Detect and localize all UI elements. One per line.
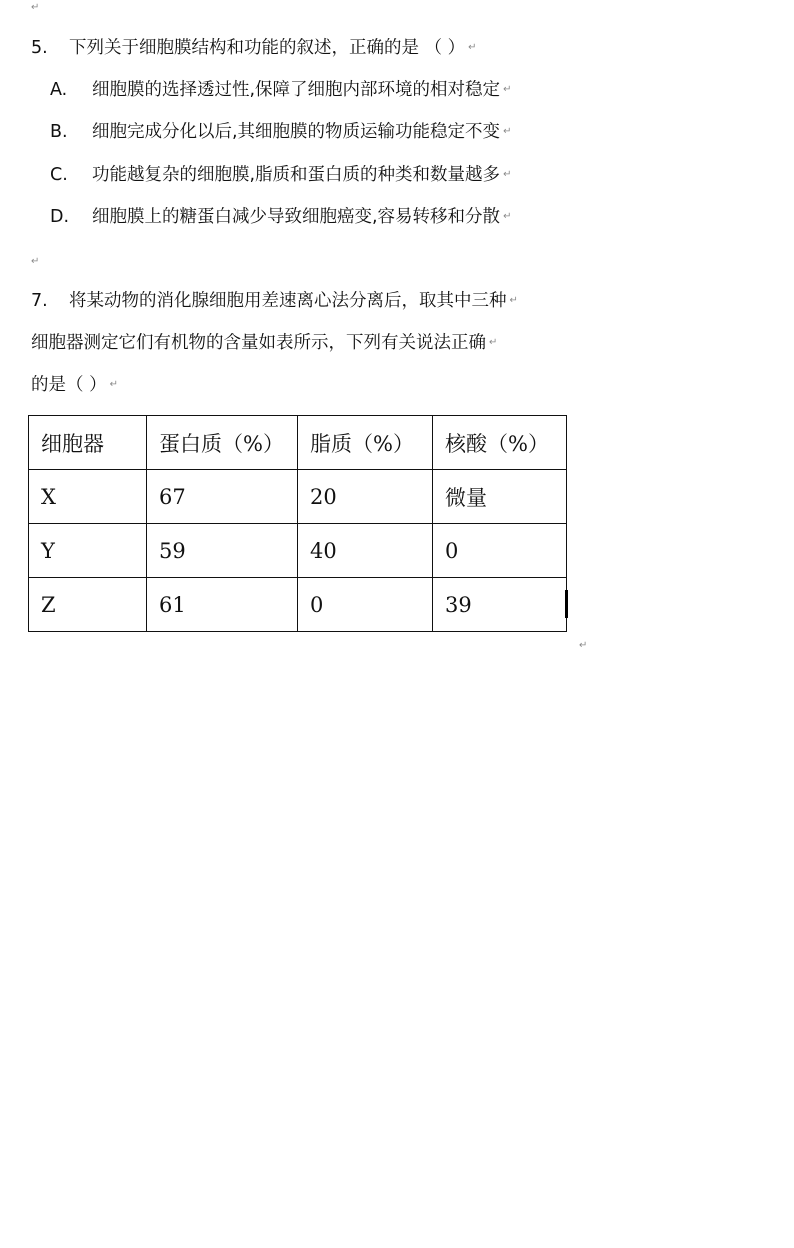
- table-cell: 0: [433, 524, 567, 578]
- paragraph-mark: ↵: [31, 2, 40, 13]
- option-b-label: B.: [50, 122, 68, 142]
- paragraph-mark: ↵: [503, 84, 512, 95]
- question-7-stem-line-2: [31, 331, 497, 355]
- text-cursor: [565, 590, 568, 618]
- paragraph-mark: ↵: [489, 337, 498, 348]
- question-7-stem-line-1: [31, 289, 518, 313]
- paragraph-mark: ↵: [468, 42, 477, 53]
- paragraph-mark: ↵: [31, 256, 40, 267]
- paragraph-mark: ↵: [579, 640, 588, 651]
- table-cell: 0: [298, 578, 433, 632]
- table-header-cell: 细胞器: [29, 416, 147, 470]
- option-c: [50, 163, 511, 187]
- option-c-label: C.: [50, 165, 68, 185]
- table-header-row: [29, 416, 567, 470]
- paragraph-mark: ↵: [503, 169, 512, 180]
- table-cell: 20: [298, 470, 433, 524]
- question-5-stem: 下列关于细胞膜结构和功能的叙述，正确的是 （ ）: [69, 38, 466, 58]
- table-row: [29, 524, 567, 578]
- option-d: [50, 205, 511, 229]
- option-a: [50, 78, 511, 102]
- question-5-number: 5.: [31, 38, 48, 58]
- table-row: [29, 578, 567, 632]
- option-b: [50, 120, 511, 144]
- table-header-cell: 蛋白质（%）: [147, 416, 298, 470]
- organelle-table: [28, 415, 567, 632]
- question-7-stem-text-1: 将某动物的消化腺细胞用差速离心法分离后，取其中三种: [69, 291, 507, 311]
- question-7-stem-text-2: 细胞器测定它们有机物的含量如表所示，下列有关说法正确: [31, 333, 486, 353]
- option-b-text: 细胞完成分化以后,其细胞膜的物质运输功能稳定不变: [92, 122, 501, 142]
- table-cell: Z: [29, 578, 147, 632]
- option-d-text: 细胞膜上的糖蛋白减少导致细胞癌变,容易转移和分散: [92, 207, 501, 227]
- option-a-label: A.: [50, 80, 68, 100]
- question-7-number: 7.: [31, 291, 48, 311]
- paragraph-mark: ↵: [109, 379, 118, 390]
- option-d-label: D.: [50, 207, 70, 227]
- table-cell: X: [29, 470, 147, 524]
- table-cell: 40: [298, 524, 433, 578]
- paragraph-mark: ↵: [503, 126, 512, 137]
- table-cell: 微量: [433, 470, 567, 524]
- option-a-text: 细胞膜的选择透过性,保障了细胞内部环境的相对稳定: [92, 80, 501, 100]
- table-cell: 59: [147, 524, 298, 578]
- table-header-cell: 脂质（%）: [298, 416, 433, 470]
- table-cell: 61: [147, 578, 298, 632]
- table-header-cell: 核酸（%）: [433, 416, 567, 470]
- question-7-stem-text-3: 的是（ ）: [31, 375, 107, 395]
- table-cell: 39: [433, 578, 567, 632]
- table-cell: 67: [147, 470, 298, 524]
- question-5-stem-line: [31, 36, 477, 60]
- paragraph-mark: ↵: [503, 211, 512, 222]
- paragraph-mark: ↵: [509, 295, 518, 306]
- table-cell: Y: [29, 524, 147, 578]
- table-row: [29, 470, 567, 524]
- option-c-text: 功能越复杂的细胞膜,脂质和蛋白质的种类和数量越多: [92, 165, 501, 185]
- question-7-stem-line-3: [31, 373, 118, 397]
